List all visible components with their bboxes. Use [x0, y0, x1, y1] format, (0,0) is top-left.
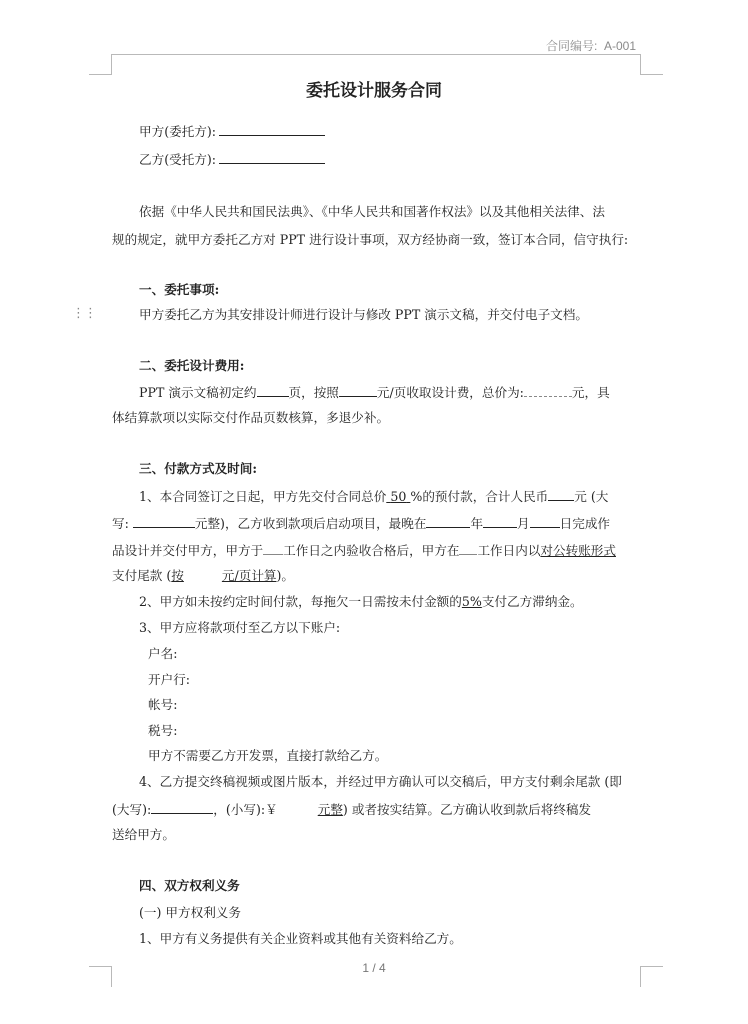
- p4-text-d: )。: [276, 568, 295, 583]
- final-words-blank[interactable]: [151, 801, 213, 814]
- total-price-blank[interactable]: [524, 384, 572, 397]
- intro-line-2: 规的规定，就甲方委托乙方对 PPT 进行设计事项，双方经协商一致，签订本合同，信守执行:: [112, 232, 629, 247]
- payment-days-blank[interactable]: [459, 542, 477, 555]
- s2-text-b: 页，按照: [288, 385, 339, 400]
- acceptance-days-blank[interactable]: [263, 542, 283, 555]
- payment-line-6: 3、甲方应将款项付至乙方以下账户:: [139, 620, 341, 635]
- p8-text-d: ) 或者按实结算。乙方确认收到款后将终稿发: [342, 802, 592, 817]
- s2-text-c: 元/页收取设计费，总价为:: [376, 385, 524, 400]
- intro-line-1: 依据《中华人民共和国民法典》、《中华人民共和国著作权法》以及其他相关法律、法: [139, 204, 605, 219]
- payment-line-2: [112, 515, 610, 532]
- account-name: 户名:: [148, 646, 178, 661]
- payment-line-8: [112, 801, 591, 818]
- page-number: 1 / 4: [362, 961, 386, 975]
- page-corner-top-right: [640, 54, 663, 75]
- prepay-percent[interactable]: [386, 489, 410, 504]
- contract-number-label: 合同编号:: [545, 39, 598, 53]
- section-4-heading: 四、双方权利义务: [139, 878, 240, 893]
- party-b-blank[interactable]: [219, 151, 325, 164]
- prepay-amount-blank[interactable]: [548, 488, 574, 501]
- p5-text-a: 2、甲方如未按约定时间付款，每拖欠一日需按未付金额的: [139, 594, 462, 609]
- account-number: 帐号:: [148, 697, 178, 712]
- transfer-method: 对公转账形式: [540, 543, 616, 558]
- contract-number-value: A-001: [603, 39, 636, 53]
- section-1-text: 甲方委托乙方为其安排设计师进行设计与修改 PPT 演示文稿，并交付电子文档。: [139, 307, 588, 322]
- party-b-label: 乙方(受托方):: [139, 152, 217, 167]
- section-4-line-1: 1、甲方有义务提供有关企业资料或其他有关资料给乙方。: [139, 931, 462, 946]
- p1-text-b: %的预付款，合计人民币: [410, 489, 549, 504]
- section-2-line-2: 体结算款项以实际交付作品页数核算，多退少补。: [112, 410, 390, 425]
- p3-text-b: 工作日之内验收合格后，甲方在: [283, 543, 460, 558]
- p2-text-d: 月: [517, 516, 530, 531]
- p8-text-a: (大写):: [112, 802, 152, 817]
- p8-text-b: ，(小写):￥: [213, 802, 278, 817]
- p3-text-c: 工作日内以: [477, 543, 541, 558]
- p8-text-c: 元整: [317, 802, 343, 817]
- account-bank: 开户行:: [148, 672, 191, 687]
- prepay-percent-value: 50: [390, 489, 407, 504]
- price-per-page-blank[interactable]: [339, 384, 377, 397]
- section-2-heading: 二、委托设计费用:: [139, 358, 245, 373]
- contract-number: [546, 37, 636, 54]
- party-a-blank[interactable]: [219, 123, 325, 136]
- drag-handle-icon[interactable]: ⋮⋮: [72, 306, 96, 321]
- final-amount[interactable]: [278, 802, 343, 817]
- payment-line-1: [139, 488, 608, 505]
- section-1-heading: 一、委托事项:: [139, 282, 220, 297]
- document-title: 委托设计服务合同: [306, 81, 442, 101]
- payment-line-5: [139, 594, 583, 610]
- account-tax-id: 税号:: [148, 723, 178, 738]
- pages-blank[interactable]: [257, 384, 289, 397]
- year-blank[interactable]: [426, 515, 470, 528]
- p1-text-c: 元 (大: [574, 489, 609, 504]
- per-page-calc[interactable]: [171, 568, 276, 583]
- section-3-heading: 三、付款方式及时间:: [139, 461, 257, 476]
- p5-text-c: 支付乙方滞纳金。: [481, 594, 583, 609]
- payment-line-9: 送给甲方。: [112, 827, 175, 842]
- payment-line-3: [112, 542, 616, 559]
- p2-text-a: 写:: [112, 516, 129, 531]
- p4-text-b: 按: [171, 568, 184, 583]
- header-rule: [111, 54, 640, 55]
- s2-text-a: PPT 演示文稿初定约: [139, 385, 257, 400]
- month-blank[interactable]: [483, 515, 517, 528]
- p2-text-b: 元整)，乙方收到款项后启动项目，最晚在: [194, 516, 427, 531]
- page-corner-top-left: [89, 54, 112, 75]
- p4-text-c: 元/页计算: [221, 568, 277, 583]
- p2-text-c: 年: [470, 516, 484, 531]
- late-fee-rate[interactable]: 5%: [461, 594, 482, 609]
- party-a-line: [139, 123, 325, 140]
- p1-text-a: 1、本合同签订之日起，甲方先交付合同总价: [139, 489, 387, 504]
- section-4-sub: (一) 甲方权利义务: [139, 905, 241, 920]
- party-a-label: 甲方(委托方):: [139, 124, 217, 139]
- p3-text-a: 品设计并交付甲方，甲方于: [112, 543, 264, 558]
- party-b-line: [139, 151, 325, 168]
- prepay-words-blank[interactable]: [133, 515, 195, 528]
- p2-text-e: 日完成作: [559, 516, 611, 531]
- day-blank[interactable]: [530, 515, 560, 528]
- payment-line-4: [112, 568, 294, 584]
- p4-text-a: 支付尾款 (: [112, 568, 172, 583]
- s2-text-d: 元，具: [571, 385, 610, 400]
- no-invoice-note: 甲方不需要乙方开发票，直接打款给乙方。: [148, 748, 388, 763]
- payment-line-7: 4、乙方提交终稿视频或图片版本，并经过甲方确认可以交稿后，甲方支付剩余尾款 (即: [139, 774, 622, 789]
- section-2-line-1: [139, 384, 610, 401]
